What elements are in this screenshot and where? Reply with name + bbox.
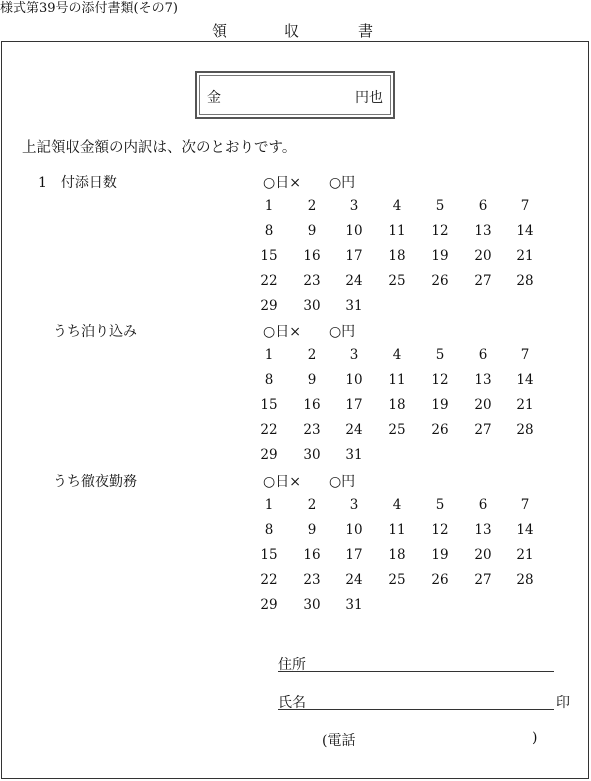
day-number: 12	[431, 223, 449, 239]
day-number: 13	[474, 522, 492, 538]
day-number: 22	[260, 422, 278, 438]
day-number: 27	[474, 422, 492, 438]
day-number: 18	[388, 547, 406, 563]
amount-suffix: 円也	[355, 90, 383, 106]
day-number: 17	[345, 397, 363, 413]
day-number: 26	[431, 422, 449, 438]
day-number: 25	[388, 273, 406, 289]
day-number: 7	[520, 198, 530, 214]
day-number: 8	[264, 223, 274, 239]
day-number: 11	[388, 223, 406, 239]
day-number: 24	[345, 422, 363, 438]
day-number: 29	[260, 447, 278, 463]
day-number: 3	[349, 198, 359, 214]
day-number: 31	[345, 597, 363, 613]
title-char-1: 領	[212, 22, 228, 40]
day-number: 21	[516, 397, 534, 413]
day-number: 3	[349, 347, 359, 363]
day-number: 11	[388, 372, 406, 388]
day-number: 15	[260, 397, 278, 413]
day-number: 8	[264, 372, 274, 388]
day-number: 5	[435, 347, 445, 363]
day-number: 27	[474, 572, 492, 588]
day-number: 12	[431, 372, 449, 388]
day-number: 23	[303, 572, 321, 588]
day-number: 24	[345, 572, 363, 588]
day-number: 4	[392, 347, 402, 363]
day-number: 16	[303, 547, 321, 563]
phone-close: )	[532, 730, 538, 746]
day-number: 21	[516, 547, 534, 563]
day-number: 19	[431, 248, 449, 264]
day-number: 23	[303, 422, 321, 438]
day-number: 14	[516, 372, 534, 388]
amount-box	[195, 71, 395, 119]
title-char-3: 書	[358, 22, 374, 40]
day-number: 31	[345, 298, 363, 314]
day-number: 30	[303, 597, 321, 613]
day-number: 31	[345, 447, 363, 463]
day-number: 9	[307, 223, 317, 239]
section-count-attendance-days: ○日× ○円	[263, 175, 356, 191]
day-number: 23	[303, 273, 321, 289]
day-number: 15	[260, 248, 278, 264]
day-number: 26	[431, 273, 449, 289]
day-number: 19	[431, 397, 449, 413]
day-number: 20	[474, 248, 492, 264]
section-label-all-night: うち徹夜勤務	[53, 474, 137, 490]
day-number: 2	[307, 198, 317, 214]
day-number: 30	[303, 298, 321, 314]
day-number: 17	[345, 248, 363, 264]
day-number: 22	[260, 273, 278, 289]
day-number: 28	[516, 273, 534, 289]
day-number: 12	[431, 522, 449, 538]
day-number: 10	[345, 522, 363, 538]
day-number: 19	[431, 547, 449, 563]
day-number: 28	[516, 422, 534, 438]
day-number: 16	[303, 397, 321, 413]
day-number: 15	[260, 547, 278, 563]
day-number: 29	[260, 298, 278, 314]
day-number: 29	[260, 597, 278, 613]
day-number: 21	[516, 248, 534, 264]
day-number: 10	[345, 223, 363, 239]
day-number: 5	[435, 497, 445, 513]
day-number: 22	[260, 572, 278, 588]
day-number: 4	[392, 198, 402, 214]
day-number: 13	[474, 372, 492, 388]
day-number: 27	[474, 273, 492, 289]
phone-open: (電話	[322, 733, 356, 749]
day-number: 1	[264, 198, 274, 214]
section-count-overnight: ○日× ○円	[263, 324, 356, 340]
form-id-label: 様式第39号の添付書類(その7)	[0, 1, 178, 16]
title-char-2: 収	[284, 22, 300, 40]
day-number: 1	[264, 347, 274, 363]
name-label: 氏名	[278, 695, 306, 711]
day-number: 25	[388, 572, 406, 588]
day-number: 30	[303, 447, 321, 463]
amount-prefix: 金	[207, 90, 221, 106]
day-number: 2	[307, 497, 317, 513]
name-line	[278, 709, 554, 710]
day-number: 10	[345, 372, 363, 388]
day-number: 17	[345, 547, 363, 563]
day-number: 28	[516, 572, 534, 588]
address-line	[278, 671, 554, 672]
day-number: 16	[303, 248, 321, 264]
day-number: 6	[478, 347, 488, 363]
day-number: 18	[388, 248, 406, 264]
day-number: 5	[435, 198, 445, 214]
day-number: 2	[307, 347, 317, 363]
seal-mark: 印	[556, 695, 570, 711]
address-label: 住所	[278, 657, 306, 673]
section-count-all-night: ○日× ○円	[263, 474, 356, 490]
day-number: 7	[520, 497, 530, 513]
day-number: 25	[388, 422, 406, 438]
day-number: 9	[307, 372, 317, 388]
day-number: 7	[520, 347, 530, 363]
day-number: 14	[516, 223, 534, 239]
day-number: 3	[349, 497, 359, 513]
day-number: 20	[474, 547, 492, 563]
day-number: 20	[474, 397, 492, 413]
section-label-attendance-days: 1 付添日数	[38, 175, 117, 191]
day-number: 26	[431, 572, 449, 588]
day-number: 13	[474, 223, 492, 239]
day-number: 6	[478, 198, 488, 214]
day-number: 4	[392, 497, 402, 513]
breakdown-intro: 上記領収金額の内訳は、次のとおりです。	[22, 140, 297, 156]
section-label-overnight: うち泊り込み	[53, 324, 137, 340]
day-number: 6	[478, 497, 488, 513]
day-number: 11	[388, 522, 406, 538]
day-number: 14	[516, 522, 534, 538]
day-number: 1	[264, 497, 274, 513]
day-number: 9	[307, 522, 317, 538]
day-number: 8	[264, 522, 274, 538]
day-number: 18	[388, 397, 406, 413]
day-number: 24	[345, 273, 363, 289]
